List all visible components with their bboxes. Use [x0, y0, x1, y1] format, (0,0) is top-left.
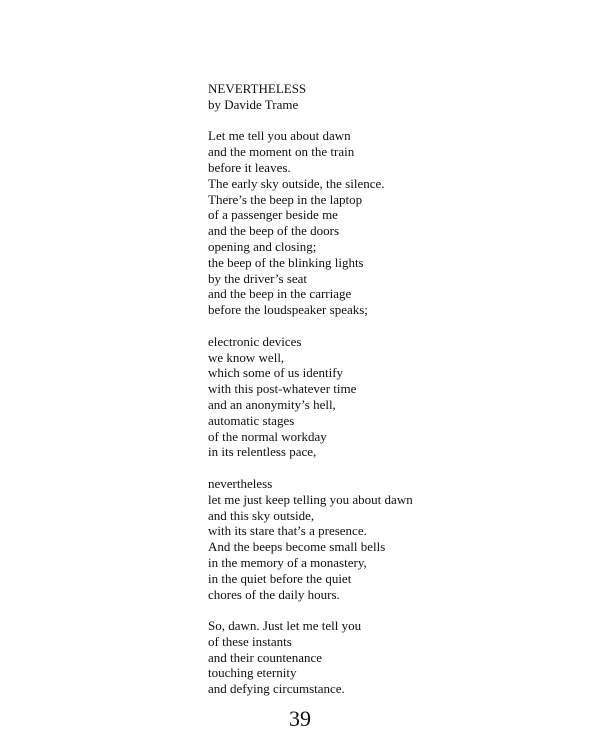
- poem-line: of the normal workday: [208, 428, 327, 444]
- poem-line: electronic devices: [208, 333, 302, 349]
- poem-line: and their countenance: [208, 649, 323, 665]
- poem-line: automatic stages: [208, 412, 295, 428]
- poem-line: of these instants: [208, 633, 292, 649]
- poem-line: in its relentless pace,: [208, 444, 317, 460]
- poem-line: And the beeps become small bells: [208, 539, 386, 555]
- poem-line: of a passenger beside me: [208, 207, 338, 223]
- poem-line: in the quiet before the quiet: [208, 570, 352, 586]
- poem-line: nevertheless: [208, 475, 273, 491]
- poem-line: with its stare that’s a presence.: [208, 523, 367, 539]
- poem-heading: [208, 81, 413, 113]
- poem-line: So, dawn. Just let me tell you: [208, 618, 362, 634]
- poem-line: with this post-whatever time: [208, 381, 357, 397]
- poem-line: in the memory of a monastery,: [208, 554, 367, 570]
- poem-line: and defying circumstance.: [208, 681, 345, 697]
- poem-line: and an anonymity’s hell,: [208, 396, 336, 412]
- poem-stanza: [208, 618, 413, 697]
- poem-stanza: [208, 334, 413, 460]
- poem: [208, 81, 413, 713]
- poem-stanza: [208, 476, 413, 602]
- poem-line: opening and closing;: [208, 238, 317, 254]
- poem-line: by the driver’s seat: [208, 270, 308, 286]
- poem-line: which some of us identify: [208, 365, 344, 381]
- poem-body: [208, 128, 413, 697]
- poem-line: before the loudspeaker speaks;: [208, 302, 368, 318]
- poem-line: Let me tell you about dawn: [208, 128, 351, 144]
- poem-line: before it leaves.: [208, 159, 291, 175]
- poem-line: the beep of the blinking lights: [208, 254, 364, 270]
- poem-line: The early sky outside, the silence.: [208, 175, 385, 191]
- poem-line: let me just keep telling you about dawn: [208, 491, 413, 507]
- poem-line: and the moment on the train: [208, 144, 355, 160]
- poem-byline: by Davide Trame: [208, 96, 299, 112]
- poem-line: and this sky outside,: [208, 507, 315, 523]
- poem-line: and the beep of the doors: [208, 223, 340, 239]
- poem-line: touching eternity: [208, 665, 297, 681]
- poem-title: NEVERTHELESS: [208, 81, 307, 96]
- poem-stanza: [208, 128, 413, 318]
- page-number: 39: [289, 706, 311, 731]
- poem-line: we know well,: [208, 349, 285, 365]
- poem-line: and the beep in the carriage: [208, 286, 352, 302]
- poem-line: chores of the daily hours.: [208, 586, 340, 602]
- poem-line: There’s the beep in the laptop: [208, 191, 363, 207]
